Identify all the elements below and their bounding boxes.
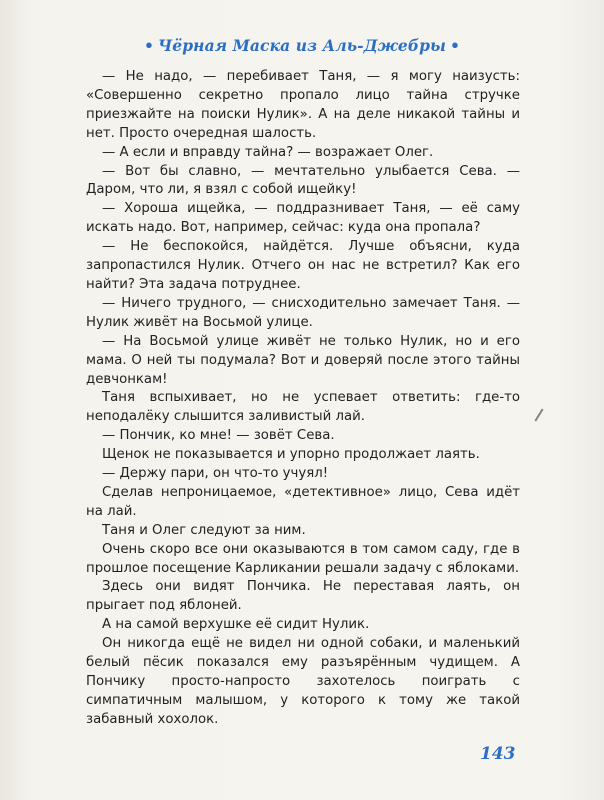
paragraph: — А если и вправду тайна? — возражает Олег. — [102, 144, 434, 160]
pencil-mark — [534, 409, 543, 422]
paragraph: — На Восьмой улице живёт не только Нулик, но и его мама. О ней ты подумала? Вот и доверяй после этого тайны девчонкам! — [86, 333, 520, 387]
paragraph: Здесь они видят Пончика. Не переставая лаять, он прыгает под яблоней. — [86, 579, 520, 614]
page-number: 143 — [480, 744, 516, 764]
paragraph: Таня и Олег следуют за ним. — [102, 522, 306, 538]
paragraph: Щенок не показывается и упорно продолжает лаять. — [102, 447, 480, 463]
paragraph: Сделав непроницаемое, «детективное» лицо, Сева идёт на лай. — [86, 484, 520, 519]
paragraph: Очень скоро все они оказываются в том самом саду, где в прошлое посещение Карликании решали задачу с яблоками. — [86, 541, 520, 576]
paragraph: — Не надо, — перебивает Таня, — я могу наизусть: «Совершенно секретно пропало лицо тайна стручке приезжайте на поиски Нулик». А на деле никакой тайны и нет. Просто очередная шалость. — [86, 69, 520, 141]
paragraph: — Хороша ищейка, — поддразнивает Таня, — её саму искать надо. Вот, например, сейчас: куда она пропала? — [86, 201, 520, 236]
header-title: Чёрная Маска из Аль-Джебры — [158, 36, 446, 55]
body-text — [86, 68, 520, 730]
running-header — [0, 36, 604, 55]
paragraph: Таня вспыхивает, но не успевает ответить: где-то неподалёку слышится заливистый лай. — [86, 390, 520, 425]
paragraph: — Ничего трудного, — снисходительно замечает Таня. — Нулик живёт на Восьмой улице. — [86, 295, 520, 330]
paragraph: — Вот бы славно, — мечтательно улыбается Сева. — Даром, что ли, я взял с собой ищейку! — [86, 163, 520, 198]
paragraph: А на самой верхушке её сидит Нулик. — [102, 617, 370, 633]
paragraph: Он никогда ещё не видел ни одной собаки, и маленький белый пёсик показался ему разъярённым чудищем. А Пончику просто-напросто захотелось поиграть с симпатичным малышом, у которого к тому же такой забавный хохолок. — [86, 636, 520, 727]
paragraph: — Не беспокойся, найдётся. Лучше объясни, куда запропастился Нулик. Отчего он нас не встретил? Как его найти? Эта задача потруднее. — [86, 239, 520, 292]
paragraph: — Пончик, ко мне! — зовёт Сева. — [102, 428, 335, 444]
paragraph: — Держу пари, он что-то учуял! — [102, 466, 329, 482]
header-bullet-left: • — [144, 36, 155, 55]
header-bullet-right: • — [449, 36, 460, 55]
